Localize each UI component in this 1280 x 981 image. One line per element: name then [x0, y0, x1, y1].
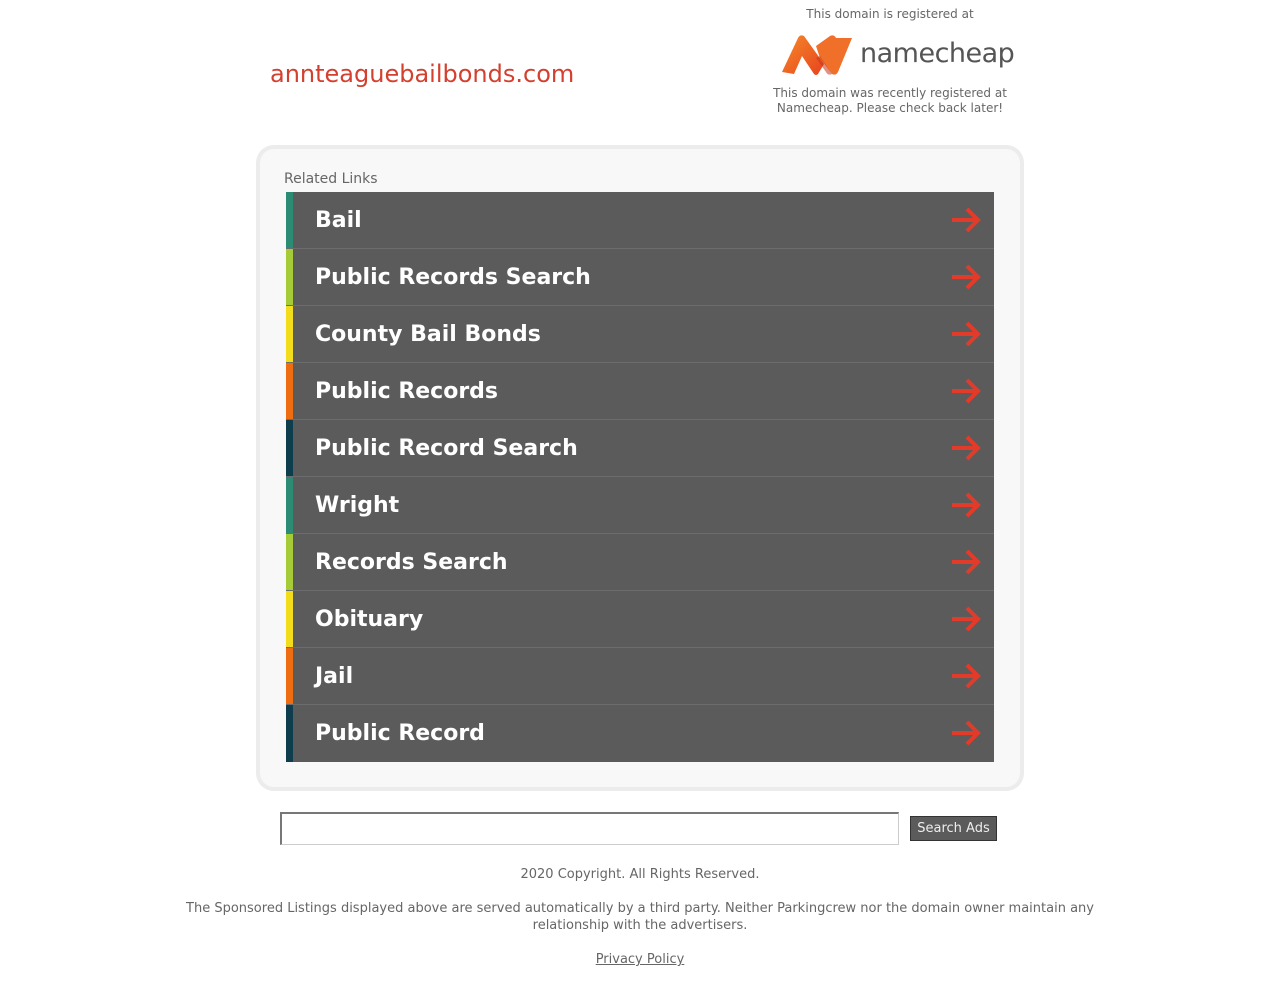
arrow-right-icon [950, 377, 982, 405]
search-input[interactable] [280, 812, 899, 845]
search-ads-button[interactable]: Search Ads [910, 816, 997, 841]
related-link-row[interactable] [286, 192, 994, 249]
related-link-label: Obituary [315, 607, 424, 632]
related-link-color-stripe [286, 192, 293, 248]
privacy-policy-link[interactable]: Privacy Policy [595, 952, 685, 967]
arrow-right-icon [950, 491, 982, 519]
related-link-label: Jail [315, 664, 354, 689]
related-link-row[interactable] [286, 306, 994, 363]
related-link-row[interactable] [286, 363, 994, 420]
arrow-right-icon [950, 605, 982, 633]
page-header [0, 0, 1280, 140]
related-link-color-stripe [286, 534, 293, 590]
related-link-row[interactable] [286, 249, 994, 306]
related-link-label: County Bail Bonds [315, 322, 541, 347]
related-link-label: Public Record [315, 721, 485, 746]
related-link-color-stripe [286, 477, 293, 533]
related-link-color-stripe [286, 249, 293, 305]
namecheap-logo[interactable] [780, 34, 1015, 76]
related-link-row[interactable] [286, 477, 994, 534]
related-links-panel [256, 145, 1024, 791]
related-link-color-stripe [286, 705, 293, 762]
search-bar [280, 812, 1000, 846]
domain-name-title: annteaguebailbonds.com [270, 60, 575, 88]
related-link-color-stripe [286, 363, 293, 419]
related-link-row[interactable] [286, 420, 994, 477]
related-links-title: Related Links [284, 171, 378, 187]
related-link-color-stripe [286, 420, 293, 476]
arrow-right-icon [950, 434, 982, 462]
related-link-row[interactable] [286, 648, 994, 705]
related-link-label: Public Records Search [315, 265, 591, 290]
page-footer [0, 866, 1280, 968]
related-link-label: Public Record Search [315, 436, 578, 461]
arrow-right-icon [950, 662, 982, 690]
arrow-right-icon [950, 320, 982, 348]
arrow-right-icon [950, 719, 982, 747]
related-link-label: Bail [315, 208, 362, 233]
namecheap-logo-text: namecheap [860, 38, 1015, 69]
related-link-color-stripe [286, 648, 293, 704]
related-link-label: Wright [315, 493, 400, 518]
related-links-list [286, 192, 994, 762]
registrar-intro-text: This domain is registered at [806, 7, 974, 21]
related-link-color-stripe [286, 306, 293, 362]
related-link-row[interactable] [286, 591, 994, 648]
sponsored-disclaimer: The Sponsored Listings displayed above are served automatically by a third party. Neither Parkingcrew nor the domain owner maintain any relationship with the advertisers. [186, 901, 1094, 933]
related-link-row[interactable] [286, 705, 994, 762]
namecheap-n-icon [780, 34, 856, 76]
related-link-color-stripe [286, 591, 293, 647]
related-link-label: Public Records [315, 379, 499, 404]
registrar-panel [760, 6, 1020, 116]
arrow-right-icon [950, 263, 982, 291]
arrow-right-icon [950, 548, 982, 576]
arrow-right-icon [950, 206, 982, 234]
copyright-text: 2020 Copyright. All Rights Reserved. [520, 867, 760, 882]
related-link-row[interactable] [286, 534, 994, 591]
registrar-notice-text: This domain was recently registered at Namecheap. Please check back later! [773, 86, 1007, 115]
related-link-label: Records Search [315, 550, 508, 575]
